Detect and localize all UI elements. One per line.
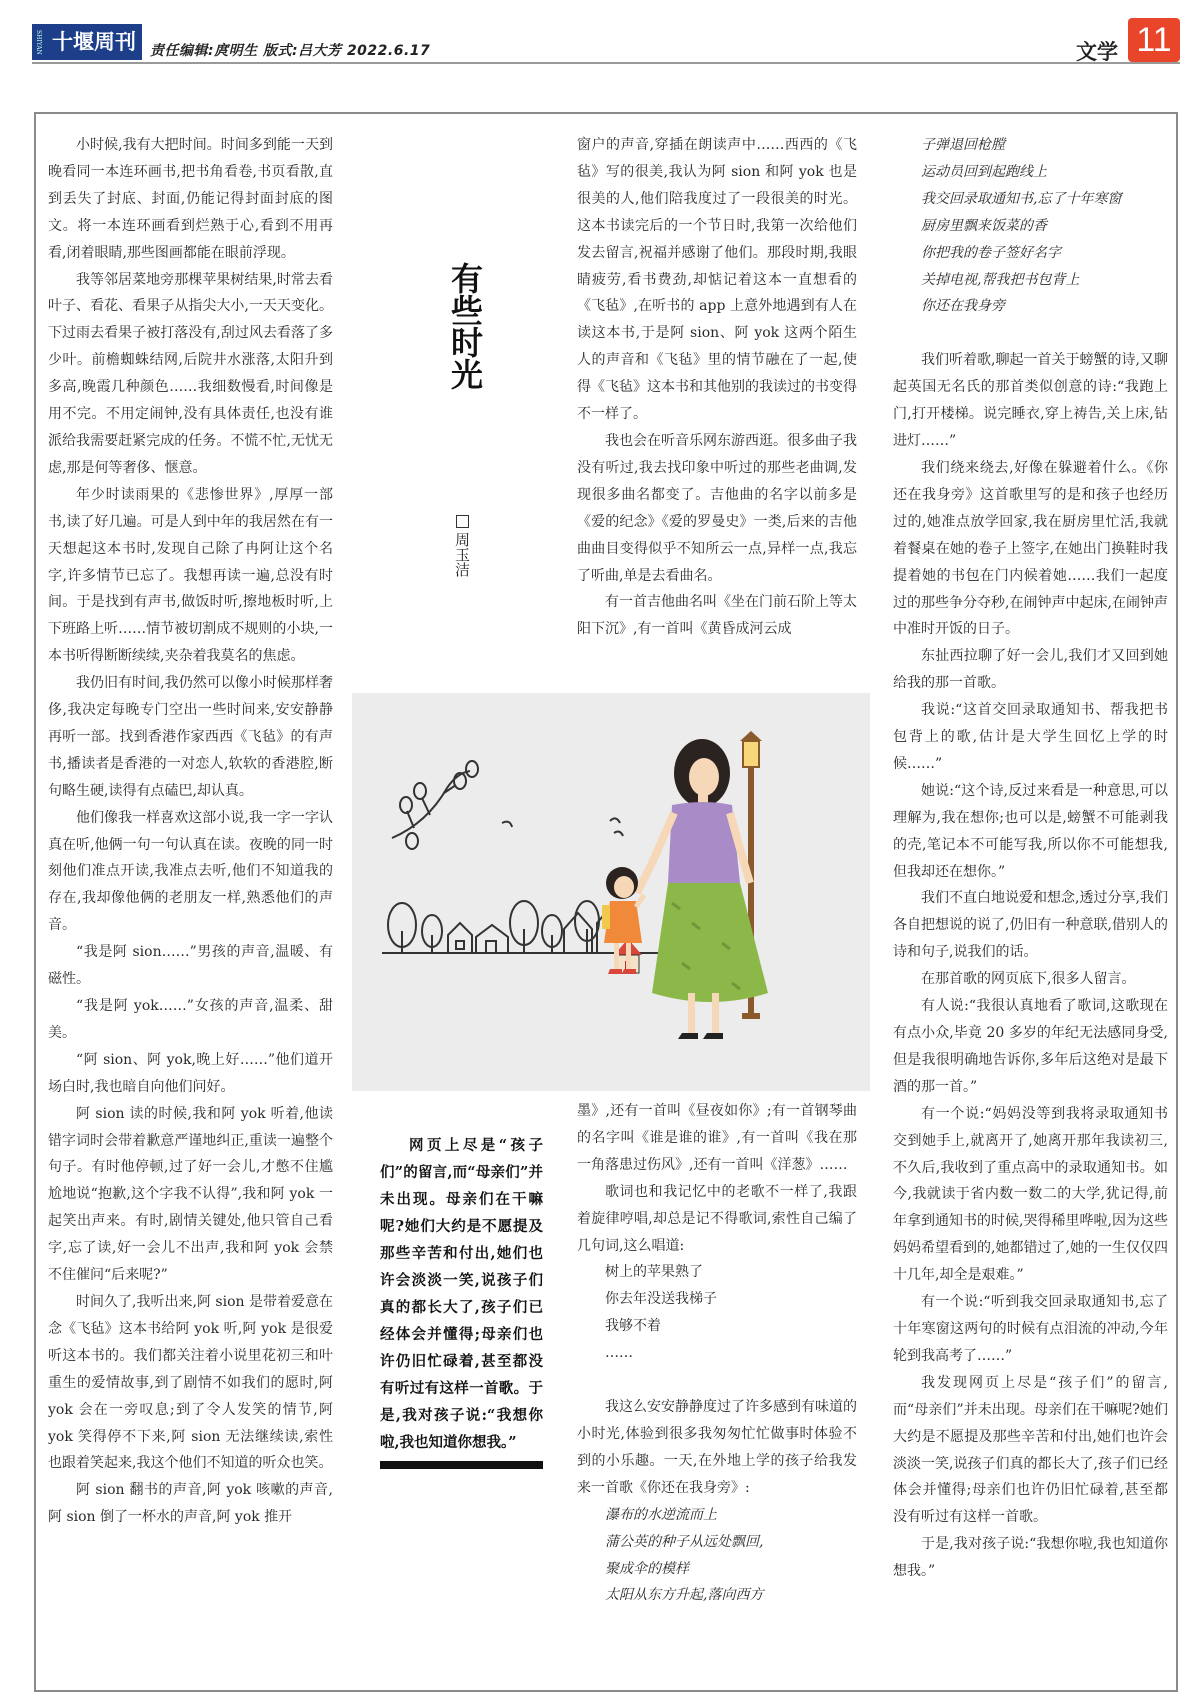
- poem-line: 你还在我身旁: [921, 298, 1005, 315]
- poem-line: 子弹退回枪膛: [921, 137, 1005, 153]
- pull-quote-text: 网页上尽是“孩子们”的留言,而“母亲们”并未出现。母亲们在干嘛呢?她们大约是不愿提及那些辛苦和付出,她们也许会淡淡一笑,说孩子们真的都长大了,孩子们已经体会并懂得;母亲们也许仍旧忙碌着,甚至都没有听过有这样一首歌。于是,我对孩子说:“我想你啦,我也知道你想我。”: [380, 1137, 543, 1451]
- paragraph: 我这么安安静静度过了许多感到有味道的小时光,体验到很多我匆匆忙忙做事时体验不到的小乐趣。一天,在外地上学的孩子给我发来一首歌《你还在我身旁》:: [577, 1399, 857, 1496]
- article-title: 有些时光: [446, 262, 484, 390]
- paragraph: 阿 sion 翻书的声音,阿 yok 咳嗽的声音,阿 sion 倒了一杯水的声音,阿 yok 推开: [48, 1482, 333, 1526]
- article-column-3: [893, 132, 1168, 1585]
- header-rule: [32, 62, 1180, 64]
- paragraph: 在那首歌的网页底下,很多人留言。: [921, 971, 1136, 988]
- lyric-line: 我够不着: [605, 1318, 661, 1335]
- paragraph: 时间久了,我听出来,阿 sion 是带着爱意在念《飞毡》这本书给阿 yok 听,阿 yok 是很爱听这本书的。我们都关注着小说里花初三和叶重生的爱情故事,到了剧情不如我们的愿时,阿 yok 会在一旁叹息;到了令人发笑的情节,阿 yok 笑得停不下来,阿 sion 无法继续读,索性也跟着笑起来,我这个他们不知道的听众也笑。: [48, 1293, 333, 1472]
- paragraph: 我仍旧有时间,我仍然可以像小时候那样奢侈,我决定每晚专门空出一些时间来,安安静静再听一部。找到香港作家西西《飞毡》的有声书,播读者是香港的一对恋人,软软的香港腔,断句略生硬,读得有点磕巴,却认真。: [48, 675, 333, 799]
- paragraph: 我说:“这首交回录取通知书、帮我把书包背上的歌,估计是大学生回忆上学的时候……”: [893, 702, 1168, 772]
- author-marker: [456, 515, 469, 528]
- lyrics-block: [577, 1259, 857, 1367]
- paragraph: 我也会在听音乐网东游西逛。很多曲子我没有听过,我去找印象中听过的那些老曲调,发现很多曲名都变了。吉他曲的名字以前多是《爱的纪念》《爱的罗曼史》一类,后来的吉他曲曲目变得似乎不知所云一点,异样一点,我忘了听曲,单是去看曲名。: [577, 432, 857, 584]
- paragraph: 阿 sion 读的时候,我和阿 yok 听着,他读错字词时会带着歉意严谨地纠正,重读一遍整个句子。有时他停顿,过了好一会儿,才憋不住尴尬地说“抱歉,这个字我不认得”,我和阿 yok 一起笑出声来。有时,剧情关键处,他只管自己看字,忘了读,好一会儿不出声,我和阿 yok 会禁不住催问“后来呢?”: [48, 1105, 333, 1284]
- paragraph: 东扯西拉聊了好一会儿,我们才又回到她给我的那一首歌。: [893, 648, 1168, 692]
- poem-line: 厨房里飘来饭菜的香: [921, 217, 1047, 234]
- poem-line: 太阳从东方升起,落向西方: [605, 1587, 764, 1604]
- lyric-line: 树上的苹果熟了: [605, 1264, 703, 1281]
- poem-line: 关掉电视,帮我把书包背上: [921, 271, 1080, 288]
- poem-line: 我交回录取通知书,忘了十年寒窗: [921, 190, 1122, 207]
- paragraph: 他们像我一样喜欢这部小说,我一字一字认真在听,他俩一句一句认真在读。夜晚的同一时刻他们准点开读,我准点去听,他们不知道我的存在,我却像他俩的老朋友一样,熟悉他们的声音。: [48, 809, 333, 934]
- paragraph: 我等邻居菜地旁那棵苹果树结果,时常去看叶子、看花、看果子从指尖大小,一天天变化。下过雨去看果子被打落没有,刮过风去看落了多少叶。前檐蜘蛛结网,后院井水涨落,太阳升到多高,晚霞几种颜色……我细数慢看,时间像是用不完。不用定闹钟,没有具体责任,也没有谁派给我需要赶紧完成的任务。不慌不忙,无忧无虑,那是何等奢侈、惬意。: [48, 271, 333, 476]
- paragraph: 有一首吉他曲名叫《坐在门前石阶上等太阳下沉》,有一首叫《黄昏成河云成: [577, 594, 857, 638]
- paragraph: 我们听着歌,聊起一首关于螃蟹的诗,又聊起英国无名氏的那首类似创意的诗:“我跑上门,打开楼梯。说完睡衣,穿上祷告,关上床,钻进灯……”: [893, 352, 1168, 450]
- newspaper-logo: [32, 24, 142, 60]
- page-header: [32, 14, 1180, 66]
- article-author: [452, 515, 473, 577]
- article-column-1: [48, 132, 333, 1531]
- paragraph: 有一个说:“妈妈没等到我将录取通知书交到她手上,就离开了,她离开那年我读初三,不久后,我收到了重点高中的录取通知书。如今,我就读于省内数一数二的大学,犹记得,前年拿到通知书的时候,哭得稀里哗啦,因为这些妈妈希望看到的,她都错过了,她的一生仅仅四十几年,却全是艰难。”: [893, 1105, 1168, 1284]
- illustration-svg: [352, 693, 870, 1091]
- poem-line: 聚成伞的模样: [605, 1560, 689, 1577]
- page-number-badge: 11: [1128, 18, 1180, 62]
- paragraph: 歌词也和我记忆中的老歌不一样了,我跟着旋律哼唱,却总是记不得歌词,索性自己编了几句词,这么唱道:: [577, 1183, 857, 1254]
- poem-line: 运动员回到起跑线上: [921, 163, 1047, 180]
- paragraph: 于是,我对孩子说:“我想你啦,我也知道你想我。”: [893, 1536, 1168, 1580]
- paragraph: 她说:“这个诗,反过来看是一种意思,可以理解为,我在想你;也可以是,螃蟹不可能剥我的壳,笔记本不可能写我,所以你不可能想我,但我却还在想你。”: [893, 782, 1168, 880]
- paragraph: 墨》,还有一首叫《昼夜如你》;有一首钢琴曲的名字叫《谁是谁的谁》,有一首叫《我在那一角落患过伤风》,还有一首叫《洋葱》……: [577, 1103, 857, 1173]
- poem-block-part1: [577, 1502, 857, 1610]
- paragraph: 窗户的声音,穿插在朗读声中……西西的《飞毡》写的很美,我认为阿 sion 和阿 yok 也是很美的人,他们陪我度过了一段很美的时光。这本书读完后的一个节日时,我第一次给他们发去留言,祝福并感谢了他们。那段时期,我眼睛疲劳,看书费劲,却惦记着这本一直想看的《飞毡》,在听书的 app 上意外地遇到有人在读这本书,于是阿 sion、阿 yok 这两个陌生人的声音和《飞毡》里的情节融在了一起,使得《飞毡》这本书和其他别的我读过的书变得不一样了。: [577, 137, 857, 423]
- paragraph: “我是阿 yok……”女孩的声音,温柔、甜美。: [48, 998, 333, 1041]
- logo-mini-text: SHIYAN: [35, 30, 42, 55]
- lyric-line: 你去年没送我梯子: [605, 1291, 717, 1308]
- pull-quote: [380, 1132, 543, 1456]
- poem-line: 蒲公英的种子从远处飘回,: [605, 1533, 764, 1550]
- article-column-2: [577, 132, 857, 643]
- paragraph: “我是阿 sion……”男孩的声音,温暖、有磁性。: [48, 944, 333, 988]
- paragraph: 我发现网页上尽是“孩子们”的留言,而“母亲们”并未出现。母亲们在干嘛呢?她们大约是不愿提及那些辛苦和付出,她们也许会淡淡一笑,说孩子们真的都长大了,孩子们已经体会并懂得;母亲们也许仍旧忙碌着,甚至都没有听过有这样一首歌。: [893, 1374, 1168, 1526]
- paragraph: 小时候,我有大把时间。时间多到能一天到晚看同一本连环画书,把书角看卷,书页看散,直到丢失了封底、封面,仍能记得封面封底的图文。将一本连环画看到烂熟于心,看到不用再看,闭着眼睛,那些图画都能在眼前浮现。: [48, 137, 333, 261]
- poem-line: 你把我的卷子签好名字: [921, 244, 1061, 261]
- poem-line: 瀑布的水逆流而上: [605, 1506, 717, 1523]
- paragraph: 我们绕来绕去,好像在躲避着什么。《你还在我身旁》这首歌里写的是和孩子也经历过的,她准点放学回家,我在厨房里忙活,我就着餐桌在她的卷子上签字,在她出门换鞋时我提着她的书包在门内候着她……我们一起度过的那些争分夺秒,在闹钟声中起床,在闹钟声中准时开饭的日子。: [893, 459, 1168, 638]
- illustration-mother-child: [352, 693, 870, 1091]
- paragraph: 有一个说:“听到我交回录取通知书,忘了十年寒窗这两句的时候有点泪流的冲动,今年轮到我高考了……”: [893, 1294, 1168, 1364]
- paragraph: “阿 sion、阿 yok,晚上好……”他们道开场白时,我也暗自向他们问好。: [48, 1051, 333, 1095]
- paragraph: 我们不直白地说爱和想念,透过分享,我们各自把想说的说了,仍旧有一种意联,借别人的诗和句子,说我们的话。: [893, 890, 1168, 961]
- paragraph: 年少时读雨果的《悲惨世界》,厚厚一部书,读了好几遍。可是人到中年的我居然在有一天想起这本书时,发现自己除了冉阿让这个名字,许多情节已忘了。我想再读一遍,总没有时间。于是找到有声书,做饭时听,擦地板时听,上下班路上听……情节被切割成不规则的小块,一本书听得断断续续,夹杂着我莫名的焦虑。: [48, 486, 333, 665]
- branch-icon: [392, 761, 623, 849]
- pull-quote-bar: [380, 1461, 543, 1469]
- logo-text: 十堰周刊: [52, 29, 136, 54]
- editor-meta: 责任编辑:庹明生 版式:吕大芳 2022.6.17: [150, 43, 431, 59]
- article-column-2-lower: [577, 1098, 857, 1609]
- poem-block-part2: [893, 132, 1168, 320]
- section-label: 文学: [1076, 40, 1118, 64]
- author-name: 周玉洁: [453, 532, 471, 577]
- lyric-line: ……: [605, 1345, 633, 1362]
- paragraph: 有人说:“我很认真地看了歌词,这歌现在有点小众,毕竟 20 多岁的年纪无法感同身受,但是我很明确地告诉你,多年后这绝对是最下酒的那一首。”: [893, 998, 1168, 1095]
